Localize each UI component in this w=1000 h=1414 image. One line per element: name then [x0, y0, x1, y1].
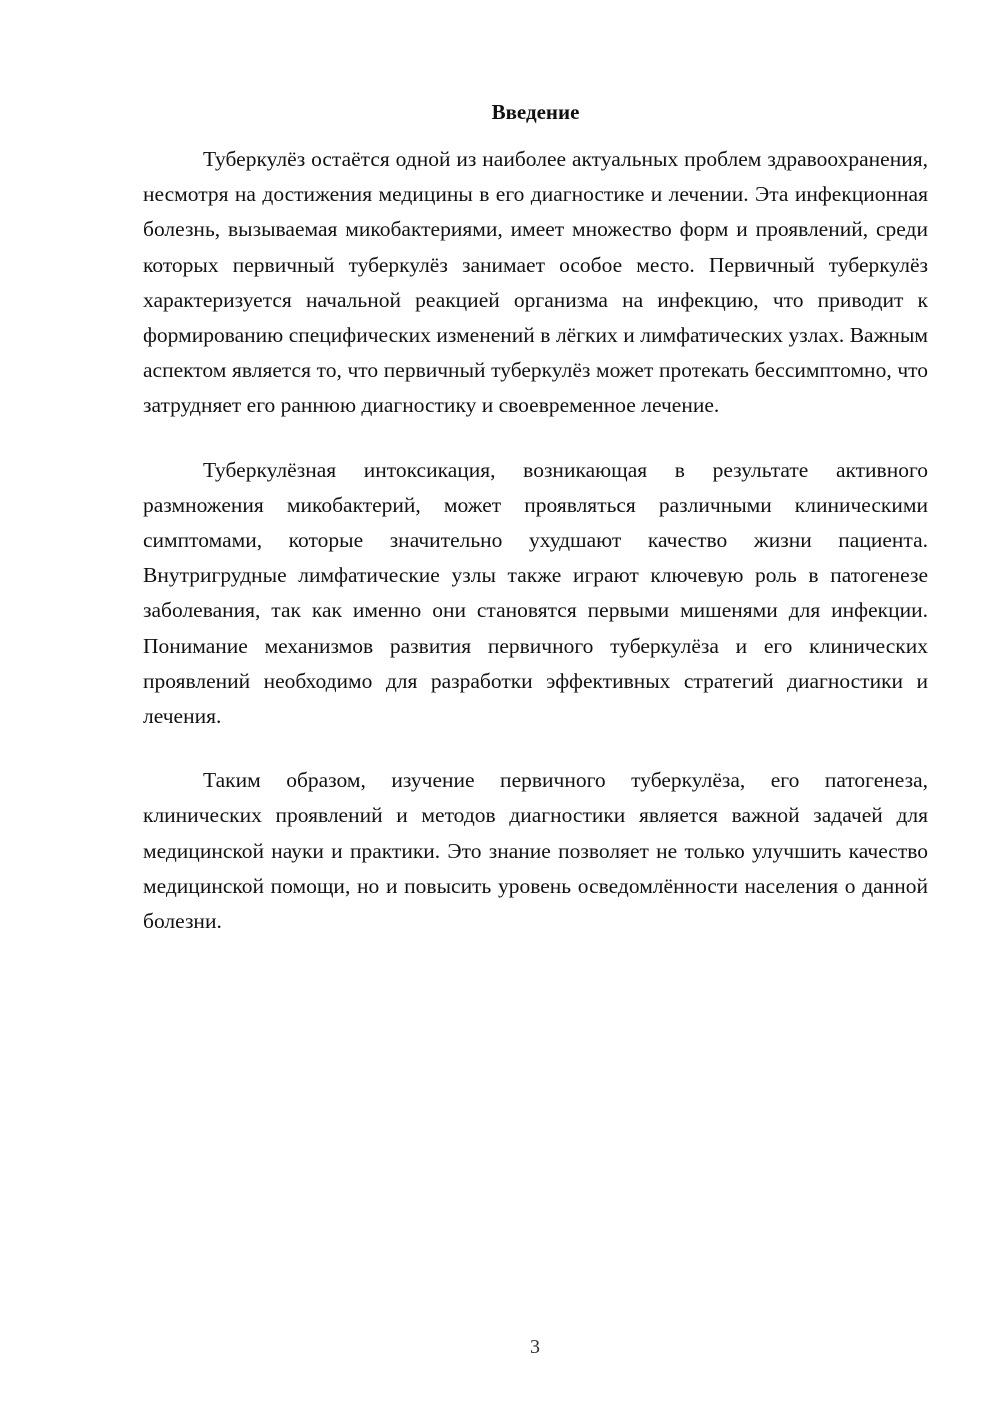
section-title: Введение [491, 100, 580, 124]
paragraph-1: Туберкулёз остаётся одной из наиболее актуальных проблем здравоохранения, несмотря на достижения медицины в его диагностике и лечении. Эта инфекционная болезнь, вызываемая микобактериями, имеет множество форм и проявлений, среди которых первичный туберкулёз занимает особое место. Первичный туберкулёз характеризуется начальной реакцией организма на инфекцию, что приводит к формированию специфических изменений в лёгких и лимфатических узлах. Важным аспектом является то, что первичный туберкулёз может протекать бессимптомно, что затрудняет его раннюю диагностику и своевременное лечение. [143, 147, 928, 418]
paragraph-3: Таким образом, изучение первичного туберкулёза, его патогенеза, клинических проявлений и методов диагностики является важной задачей для медицинской науки и практики. Это знание позволяет не только улучшить качество медицинской помощи, но и повысить уровень осведомлённости населения о данной болезни. [143, 768, 928, 934]
paragraph-2: Туберкулёзная интоксикация, возникающая в результате активного размножения микобактерий, может проявляться различными клиническими симптомами, которые значительно ухудшают качество жизни пациента. Внутригрудные лимфатические узлы также играют ключевую роль в патогенезе заболевания, так как именно они становятся первыми мишенями для инфекции. Понимание механизмов развития первичного туберкулёза и его клинических проявлений необходимо для разработки эффективных стратегий диагностики и лечения. [143, 457, 928, 729]
body-text [143, 142, 928, 968]
page-number: 3 [530, 1336, 540, 1358]
